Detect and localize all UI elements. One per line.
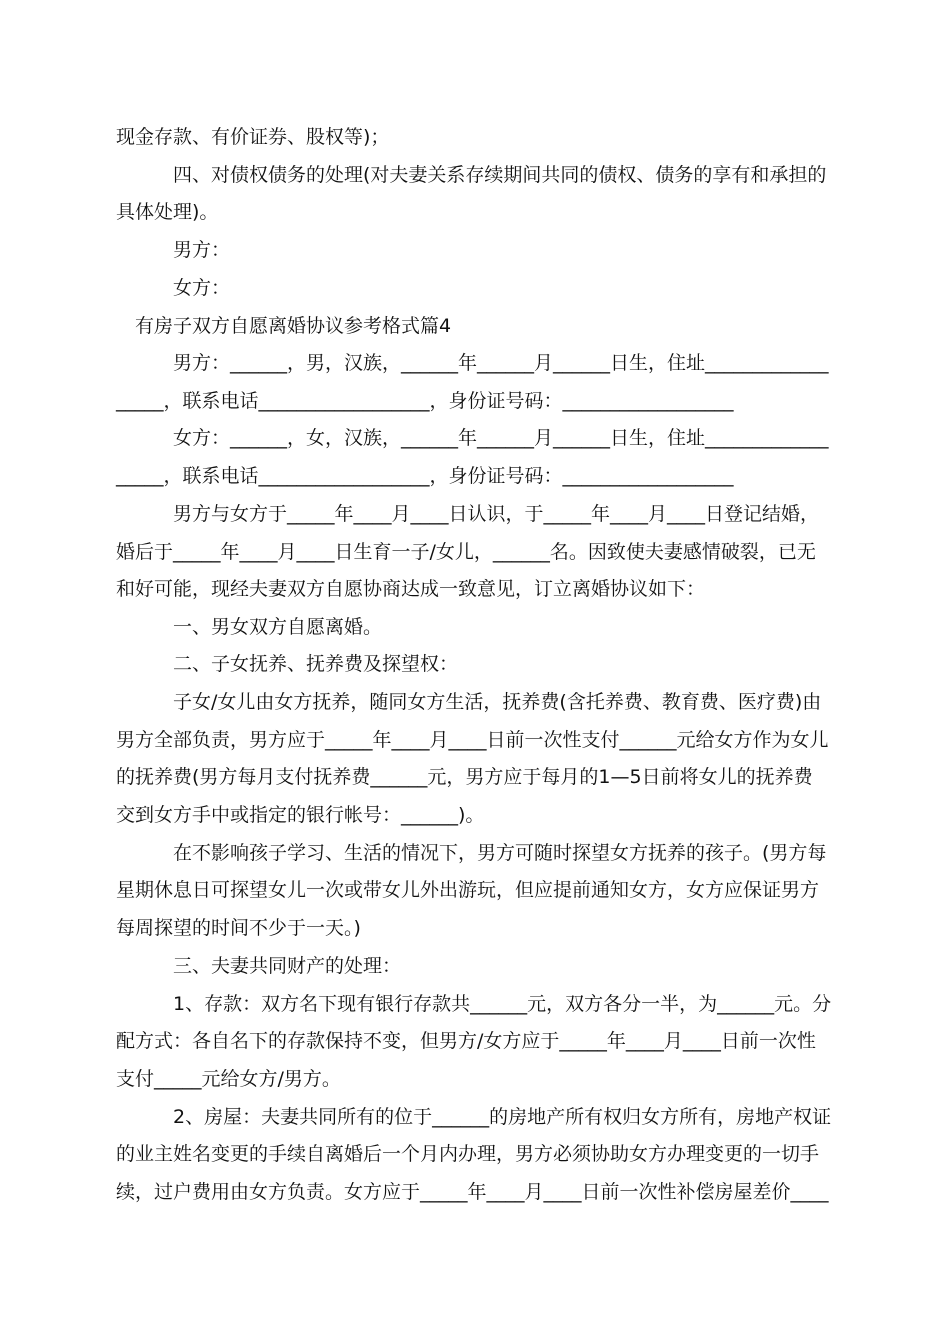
text-line: 在不影响孩子学习、生活的情况下，男方可随时探望女方抚养的孩子。(男方每 — [173, 842, 827, 864]
text-line: 星期休息日可探望女儿一次或带女儿外出游玩，但应提前通知女方，女方应保证男方 — [116, 879, 820, 901]
text-line: 和好可能，现经夫妻双方自愿协商达成一致意见，订立离婚协议如下： — [116, 578, 706, 600]
text-line: _____，联系电话__________________，身份证号码：__________________ — [116, 465, 734, 487]
text-line: _____，联系电话__________________，身份证号码：__________________ — [116, 390, 734, 412]
text-line: 1、存款：双方名下现有银行存款共______元，双方各分一半，为______元。分 — [173, 993, 832, 1015]
text-line: 婚后于_____年____月____日生育一子/女儿，______名。因致使夫妻感情破裂，已无 — [116, 541, 816, 563]
text-line: 每周探望的时间不少于一天。) — [116, 917, 361, 939]
text-line: 交到女方手中或指定的银行帐号：______)。 — [116, 804, 485, 826]
text-line: 男方与女方于_____年____月____日认识，于_____年____月____日登记结婚， — [173, 503, 820, 525]
text-line: 女方：______，女，汉族，______年______月______日生，住址_____________ — [173, 427, 829, 449]
text-line: 三、夫妻共同财产的处理： — [173, 955, 402, 977]
text-line: 具体处理)。 — [116, 201, 219, 223]
text-line: 的抚养费(男方每月支付抚养费______元，男方应于每月的1—5日前将女儿的抚养费 — [116, 766, 813, 788]
text-line: 子女/女儿由女方抚养，随同女方生活，抚养费(含托养费、教育费、医疗费)由 — [173, 691, 822, 713]
text-line: 男方全部负责，男方应于_____年____月____日前一次性支付______元给女方作为女儿 — [116, 729, 829, 751]
text-line: 支付_____元给女方/男方。 — [116, 1068, 341, 1090]
text-line: 的业主姓名变更的手续自离婚后一个月内办理，男方必须协助女方办理变更的一切手 — [116, 1143, 820, 1165]
text-line: 2、房屋：夫妻共同所有的位于______的房地产所有权归女方所有，房地产权证 — [173, 1106, 832, 1128]
text-line: 配方式：各自名下的存款保持不变，但男方/女方应于_____年____月____日前一次性 — [116, 1030, 816, 1052]
text-line: 二、子女抚养、抚养费及探望权： — [173, 653, 459, 675]
text-line: 一、男女双方自愿离婚。 — [173, 616, 383, 638]
text-line: 男方：______，男，汉族，______年______月______日生，住址_____________ — [173, 352, 829, 374]
text-line: 续，过户费用由女方负责。女方应于_____年____月____日前一次性补偿房屋差价____ — [116, 1181, 829, 1203]
text-line: 四、对债权债务的处理(对夫妻关系存续期间共同的债权、债务的享有和承担的 — [173, 164, 827, 186]
text-line: 女方： — [173, 277, 231, 299]
text-line: 男方： — [173, 239, 231, 261]
section-heading: 有房子双方自愿离婚协议参考格式篇4 — [135, 315, 452, 337]
text-line: 现金存款、有价证券、股权等)； — [116, 126, 390, 148]
